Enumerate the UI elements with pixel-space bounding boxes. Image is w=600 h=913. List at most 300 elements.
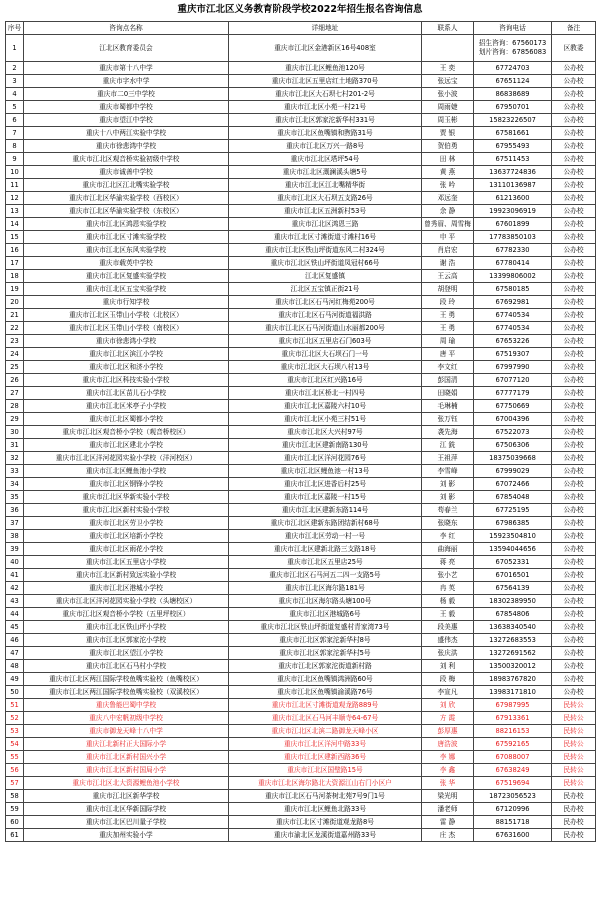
cell-address: 重庆市江北区石马河茶树北苑7号9门1号 bbox=[229, 790, 422, 803]
cell-address: 重庆市江北区江北嘴精华街 bbox=[229, 179, 422, 192]
cell-serial: 17 bbox=[6, 257, 24, 270]
cell-note: 公办校 bbox=[552, 491, 596, 504]
table-row bbox=[6, 452, 596, 465]
table-row bbox=[6, 426, 596, 439]
cell-serial: 40 bbox=[6, 556, 24, 569]
cell-serial: 15 bbox=[6, 231, 24, 244]
cell-note: 民办校 bbox=[552, 816, 596, 829]
table-row bbox=[6, 387, 596, 400]
table-row bbox=[6, 751, 596, 764]
cell-contact: 段美惠 bbox=[422, 621, 474, 634]
cell-contact: 冉 英 bbox=[422, 582, 474, 595]
cell-name: 重庆市江北区米亭子小学校 bbox=[24, 400, 229, 413]
cell-contact: 田晓娟 bbox=[422, 387, 474, 400]
cell-serial: 54 bbox=[6, 738, 24, 751]
cell-serial: 11 bbox=[6, 179, 24, 192]
table-row bbox=[6, 738, 596, 751]
cell-serial: 36 bbox=[6, 504, 24, 517]
table-row bbox=[6, 400, 596, 413]
cell-phone: 67072466 bbox=[474, 478, 552, 491]
cell-serial: 21 bbox=[6, 309, 24, 322]
table-row bbox=[6, 608, 596, 621]
cell-serial: 44 bbox=[6, 608, 24, 621]
cell-note: 公办校 bbox=[552, 530, 596, 543]
cell-contact: 杨 毅 bbox=[422, 595, 474, 608]
cell-name: 重庆市江北区劳卫小学校 bbox=[24, 517, 229, 530]
cell-note: 民转公 bbox=[552, 725, 596, 738]
cell-note: 公办校 bbox=[552, 140, 596, 153]
cell-address: 重庆市江北区大兴村97号 bbox=[229, 426, 422, 439]
cell-contact: 方 霞 bbox=[422, 712, 474, 725]
cell-contact: 张 吟 bbox=[422, 179, 474, 192]
cell-name: 重庆市江北区巴川量子学校 bbox=[24, 816, 229, 829]
cell-phone: 13594044656 bbox=[474, 543, 552, 556]
cell-note: 公办校 bbox=[552, 517, 596, 530]
cell-note: 公办校 bbox=[552, 361, 596, 374]
cell-contact: 李文红 bbox=[422, 361, 474, 374]
cell-address: 重庆市江北区寸滩街道观龙路8号 bbox=[229, 816, 422, 829]
cell-address: 重庆市江北区郭家沱街道新村路 bbox=[229, 660, 422, 673]
cell-note: 公办校 bbox=[552, 244, 596, 257]
table-row bbox=[6, 114, 596, 127]
table-row bbox=[6, 153, 596, 166]
cell-address: 重庆市江北区国璧路15号 bbox=[229, 764, 422, 777]
cell-phone: 67950701 bbox=[474, 101, 552, 114]
cell-serial: 26 bbox=[6, 374, 24, 387]
cell-serial: 13 bbox=[6, 205, 24, 218]
cell-name: 重庆市江北区五宝实验学校 bbox=[24, 283, 229, 296]
header-note: 备注 bbox=[552, 22, 596, 35]
cell-phone: 15823226507 bbox=[474, 114, 552, 127]
cell-contact: 张 华 bbox=[422, 777, 474, 790]
cell-note: 公办校 bbox=[552, 556, 596, 569]
cell-serial: 35 bbox=[6, 491, 24, 504]
table-row bbox=[6, 75, 596, 88]
cell-phone: 67016501 bbox=[474, 569, 552, 582]
cell-note: 公办校 bbox=[552, 166, 596, 179]
cell-serial: 53 bbox=[6, 725, 24, 738]
cell-contact: 唐浩波 bbox=[422, 738, 474, 751]
table-row bbox=[6, 764, 596, 777]
table-row bbox=[6, 413, 596, 426]
cell-serial: 30 bbox=[6, 426, 24, 439]
cell-phone: 19923096919 bbox=[474, 205, 552, 218]
cell-contact: 张小波 bbox=[422, 88, 474, 101]
table-row bbox=[6, 140, 596, 153]
cell-address: 重庆市江北区劳动一村一号 bbox=[229, 530, 422, 543]
cell-name: 重庆市江北区石马村小学校 bbox=[24, 660, 229, 673]
header-contact: 联系人 bbox=[422, 22, 474, 35]
cell-name: 重庆市第十八中学 bbox=[24, 62, 229, 75]
table-row bbox=[6, 296, 596, 309]
cell-contact: 张晓东 bbox=[422, 517, 474, 530]
cell-contact: 唐 平 bbox=[422, 348, 474, 361]
cell-address: 重庆市江北区万兴一路8号 bbox=[229, 140, 422, 153]
table-row bbox=[6, 517, 596, 530]
table-row bbox=[6, 205, 596, 218]
cell-phone: 18375039668 bbox=[474, 452, 552, 465]
cell-phone: 13110136987 bbox=[474, 179, 552, 192]
cell-name: 重庆市江北区华新实验小学校 bbox=[24, 491, 229, 504]
table-row bbox=[6, 257, 596, 270]
cell-serial: 55 bbox=[6, 751, 24, 764]
cell-note: 公办校 bbox=[552, 322, 596, 335]
cell-serial: 42 bbox=[6, 582, 24, 595]
cell-note: 公办校 bbox=[552, 218, 596, 231]
cell-serial: 60 bbox=[6, 816, 24, 829]
cell-address: 重庆市江北区郭家沱新华村5号 bbox=[229, 647, 422, 660]
cell-phone: 67750669 bbox=[474, 400, 552, 413]
cell-address: 重庆市江北区寸滩街道观龙路889号 bbox=[229, 699, 422, 712]
cell-phone: 67999029 bbox=[474, 465, 552, 478]
cell-address: 重庆市江北区港城路6号 bbox=[229, 608, 422, 621]
cell-note: 公办校 bbox=[552, 621, 596, 634]
cell-address: 重庆市江北区小苑一村21号 bbox=[229, 101, 422, 114]
cell-name: 重庆市望江中学校 bbox=[24, 114, 229, 127]
cell-note: 公办校 bbox=[552, 179, 596, 192]
cell-contact: 雷 静 bbox=[422, 816, 474, 829]
cell-name: 重庆市江北区华渝实验学校（东校区） bbox=[24, 205, 229, 218]
cell-name: 重庆市行知学校 bbox=[24, 296, 229, 309]
cell-serial: 59 bbox=[6, 803, 24, 816]
cell-contact: 张庆洪 bbox=[422, 647, 474, 660]
cell-name: 重庆市江北区新村国局小学 bbox=[24, 764, 229, 777]
cell-address: 重庆市江北区红兴路16号 bbox=[229, 374, 422, 387]
cell-name: 重庆市江北区观音桥小学校（五里坪校区） bbox=[24, 608, 229, 621]
cell-contact: 王 勇 bbox=[422, 309, 474, 322]
table-row bbox=[6, 803, 596, 816]
table-row bbox=[6, 569, 596, 582]
table-row bbox=[6, 101, 596, 114]
cell-serial: 46 bbox=[6, 634, 24, 647]
cell-contact: 蒋 亮 bbox=[422, 556, 474, 569]
phone-line: 划片咨询：67856083 bbox=[478, 48, 547, 56]
cell-serial: 47 bbox=[6, 647, 24, 660]
cell-contact: 胡登明 bbox=[422, 283, 474, 296]
cell-address: 重庆市江北区石马河丰顺寺64-67号 bbox=[229, 712, 422, 725]
table-row bbox=[6, 270, 596, 283]
cell-name: 重庆市江北区科技实验小学校 bbox=[24, 374, 229, 387]
cell-phone: 67780414 bbox=[474, 257, 552, 270]
cell-name: 重庆市江北区观音桥小学校（观音桥校区） bbox=[24, 426, 229, 439]
table-row bbox=[6, 582, 596, 595]
cell-contact: 王云高 bbox=[422, 270, 474, 283]
cell-phone: 18302389950 bbox=[474, 595, 552, 608]
cell-note: 公办校 bbox=[552, 127, 596, 140]
table-row bbox=[6, 192, 596, 205]
cell-name: 重庆市江北区新村致远实验小学校 bbox=[24, 569, 229, 582]
cell-name: 重庆市江北区蜀都小学校 bbox=[24, 413, 229, 426]
cell-name: 重庆江北新村正大国际小学 bbox=[24, 738, 229, 751]
cell-serial: 39 bbox=[6, 543, 24, 556]
cell-address: 重庆市江北区建新东路114号 bbox=[229, 504, 422, 517]
cell-serial: 34 bbox=[6, 478, 24, 491]
cell-note: 公办校 bbox=[552, 465, 596, 478]
cell-address: 重庆市江北区大石坝五支路26号 bbox=[229, 192, 422, 205]
cell-address: 重庆市江北区五里店石门603号 bbox=[229, 335, 422, 348]
cell-contact: 张远宝 bbox=[422, 75, 474, 88]
cell-note: 民转公 bbox=[552, 764, 596, 777]
cell-address: 重庆市江北区大石坝七村201-2号 bbox=[229, 88, 422, 101]
cell-phone: 67120996 bbox=[474, 803, 552, 816]
cell-contact: 王祖萍 bbox=[422, 452, 474, 465]
table-row bbox=[6, 829, 596, 842]
cell-contact: 刘 利 bbox=[422, 660, 474, 673]
cell-contact: 邓远奎 bbox=[422, 192, 474, 205]
cell-contact: 李宣凡 bbox=[422, 686, 474, 699]
cell-contact: 黄 燕 bbox=[422, 166, 474, 179]
cell-note: 公办校 bbox=[552, 647, 596, 660]
cell-address: 重庆市江北区郭家沱新华村331号 bbox=[229, 114, 422, 127]
cell-serial: 9 bbox=[6, 153, 24, 166]
cell-contact: 肖启宏 bbox=[422, 244, 474, 257]
cell-address: 重庆市江北区五洲新村53号 bbox=[229, 205, 422, 218]
cell-serial: 20 bbox=[6, 296, 24, 309]
cell-note: 公办校 bbox=[552, 309, 596, 322]
cell-serial: 25 bbox=[6, 361, 24, 374]
cell-note: 公办校 bbox=[552, 283, 596, 296]
cell-serial: 18 bbox=[6, 270, 24, 283]
cell-name: 重庆市江北区两江国际学校鱼嘴实验校（双溪校区） bbox=[24, 686, 229, 699]
table-row bbox=[6, 777, 596, 790]
cell-phone: 67592165 bbox=[474, 738, 552, 751]
cell-name: 重庆市江北区玉带山小学校（南校区） bbox=[24, 322, 229, 335]
cell-phone: 67725195 bbox=[474, 504, 552, 517]
cell-serial: 56 bbox=[6, 764, 24, 777]
cell-contact: 周雨婕 bbox=[422, 101, 474, 114]
cell-address: 重庆市江北区海尔路181号 bbox=[229, 582, 422, 595]
table-row bbox=[6, 62, 596, 75]
cell-address: 重庆市渝北区龙溪街道嘉州路33号 bbox=[229, 829, 422, 842]
cell-contact: 刘 欣 bbox=[422, 699, 474, 712]
cell-note: 公办校 bbox=[552, 75, 596, 88]
table-row bbox=[6, 686, 596, 699]
cell-address: 重庆市江北区铁山坪街道东风二村324号 bbox=[229, 244, 422, 257]
cell-name: 重庆八中宏帆初级中学校 bbox=[24, 712, 229, 725]
cell-contact: 王 毅 bbox=[422, 608, 474, 621]
cell-address: 重庆市江北区洋河花园76号 bbox=[229, 452, 422, 465]
cell-address: 重庆市江北区石马河街道福洪路 bbox=[229, 309, 422, 322]
phone-line: 招生咨询：67560173 bbox=[478, 39, 547, 47]
cell-contact: 李 娜 bbox=[422, 751, 474, 764]
cell-contact: 申 平 bbox=[422, 231, 474, 244]
table-row bbox=[6, 218, 596, 231]
cell-serial: 22 bbox=[6, 322, 24, 335]
cell-contact: 田 林 bbox=[422, 153, 474, 166]
table-row bbox=[6, 231, 596, 244]
cell-name: 重庆市江北区五里店小学校 bbox=[24, 556, 229, 569]
cell-note: 公办校 bbox=[552, 569, 596, 582]
table-row bbox=[6, 712, 596, 725]
cell-serial: 45 bbox=[6, 621, 24, 634]
cell-contact: 曲海丽 bbox=[422, 543, 474, 556]
cell-address: 重庆市江北区嘉陵六村10号 bbox=[229, 400, 422, 413]
table-row bbox=[6, 530, 596, 543]
cell-address: 江北区复盛镇 bbox=[229, 270, 422, 283]
cell-phone: 67631600 bbox=[474, 829, 552, 842]
cell-phone: 13399806002 bbox=[474, 270, 552, 283]
table-row bbox=[6, 374, 596, 387]
cell-note: 公办校 bbox=[552, 504, 596, 517]
cell-name: 重庆市江北区观音桥实验初级中学校 bbox=[24, 153, 229, 166]
cell-serial: 10 bbox=[6, 166, 24, 179]
cell-phone: 61213600 bbox=[474, 192, 552, 205]
cell-name: 重庆市江北区培新小学校 bbox=[24, 530, 229, 543]
cell-serial: 7 bbox=[6, 127, 24, 140]
table-row bbox=[6, 816, 596, 829]
cell-phone: 67955493 bbox=[474, 140, 552, 153]
cell-contact: 刘 影 bbox=[422, 478, 474, 491]
cell-name: 重庆加州实验小学 bbox=[24, 829, 229, 842]
cell-contact: 李 鑫 bbox=[422, 764, 474, 777]
document-title: 重庆市江北区义务教育阶段学校2022年招生报名咨询信息 bbox=[177, 4, 423, 15]
cell-address: 重庆市江北区铁山坪街道复盛村青家湾73号 bbox=[229, 621, 422, 634]
cell-phone: 67506306 bbox=[474, 439, 552, 452]
cell-contact: 江 銑 bbox=[422, 439, 474, 452]
cell-address: 重庆市江北区鲤鱼池120号 bbox=[229, 62, 422, 75]
cell-contact: 段 玲 bbox=[422, 296, 474, 309]
table-row bbox=[6, 283, 596, 296]
cell-contact: 周 瑜 bbox=[422, 335, 474, 348]
cell-address: 重庆市江北区石马河红梅苑200号 bbox=[229, 296, 422, 309]
cell-name: 重庆市江北区复盛实验学校 bbox=[24, 270, 229, 283]
cell-address: 重庆市江北区建新西路36号 bbox=[229, 751, 422, 764]
cell-name: 重庆市字水中学 bbox=[24, 75, 229, 88]
cell-address: 重庆市江北区溉澜溪头塘5号 bbox=[229, 166, 422, 179]
cell-name: 重庆市徐悲鸿中学校 bbox=[24, 140, 229, 153]
cell-serial: 12 bbox=[6, 192, 24, 205]
cell-note: 公办校 bbox=[552, 608, 596, 621]
cell-note: 民转公 bbox=[552, 699, 596, 712]
cell-phone: 67004396 bbox=[474, 413, 552, 426]
cell-address: 重庆市江北区建新北路三支路18号 bbox=[229, 543, 422, 556]
cell-name: 重庆市江北区雨花小学校 bbox=[24, 543, 229, 556]
cell-serial: 2 bbox=[6, 62, 24, 75]
table-row bbox=[6, 244, 596, 257]
cell-name: 重庆市江北区新村实验小学校 bbox=[24, 504, 229, 517]
cell-phone: 67724703 bbox=[474, 62, 552, 75]
cell-contact: 贺伯勇 bbox=[422, 140, 474, 153]
cell-phone: 67653226 bbox=[474, 335, 552, 348]
cell-contact: 李 红 bbox=[422, 530, 474, 543]
header-name: 咨询点名称 bbox=[24, 22, 229, 35]
cell-address: 重庆市江北区鱼嘴镇鸿洲路60号 bbox=[229, 673, 422, 686]
cell-note: 公办校 bbox=[552, 270, 596, 283]
cell-serial: 6 bbox=[6, 114, 24, 127]
cell-name: 江北区教育委员会 bbox=[24, 35, 229, 62]
cell-name: 重庆市江北区鸿恩实验学校 bbox=[24, 218, 229, 231]
cell-note: 公办校 bbox=[552, 400, 596, 413]
cell-name: 重庆市御龙天峰十八中学 bbox=[24, 725, 229, 738]
table-row bbox=[6, 335, 596, 348]
cell-serial: 1 bbox=[6, 35, 24, 62]
cell-note: 民转公 bbox=[552, 777, 596, 790]
cell-serial: 33 bbox=[6, 465, 24, 478]
cell-phone: 13272691562 bbox=[474, 647, 552, 660]
cell-phone: 17783850103 bbox=[474, 231, 552, 244]
cell-name: 重庆市江北区铁山坪小学校 bbox=[24, 621, 229, 634]
table-row bbox=[6, 543, 596, 556]
header-phone: 咨询电话 bbox=[474, 22, 552, 35]
cell-phone: 15923504810 bbox=[474, 530, 552, 543]
cell-note: 公办校 bbox=[552, 153, 596, 166]
cell-note: 公办校 bbox=[552, 478, 596, 491]
cell-name: 重庆十八中两江实验中学校 bbox=[24, 127, 229, 140]
cell-address: 重庆市江北区铁山坪街道凤冠村66号 bbox=[229, 257, 422, 270]
cell-note: 公办校 bbox=[552, 439, 596, 452]
cell-contact: 谢 浩 bbox=[422, 257, 474, 270]
table-row bbox=[6, 179, 596, 192]
cell-address: 重庆市江北区五里店25号 bbox=[229, 556, 422, 569]
cell-phone: 67782330 bbox=[474, 244, 552, 257]
table-row bbox=[6, 309, 596, 322]
table-row bbox=[6, 595, 596, 608]
cell-phone: 67987995 bbox=[474, 699, 552, 712]
cell-name: 重庆市江北区新华学校 bbox=[24, 790, 229, 803]
cell-serial: 32 bbox=[6, 452, 24, 465]
cell-address: 重庆市江北区鱼嘴镇渝溪路76号 bbox=[229, 686, 422, 699]
cell-address: 重庆市江北区五里店红土地路370号 bbox=[229, 75, 422, 88]
cell-contact: 盛伟杰 bbox=[422, 634, 474, 647]
table-row bbox=[6, 725, 596, 738]
cell-address: 重庆市江北区海尔路北大资源江山右门小区户 bbox=[229, 777, 422, 790]
cell-name: 重庆市江北区望江小学校 bbox=[24, 647, 229, 660]
cell-serial: 31 bbox=[6, 439, 24, 452]
cell-address: 重庆市江北区寸滩街道寸滩村16号 bbox=[229, 231, 422, 244]
cell-note: 公办校 bbox=[552, 62, 596, 75]
cell-note: 公办校 bbox=[552, 686, 596, 699]
cell-phone: 67638249 bbox=[474, 764, 552, 777]
cell-phone: 67077120 bbox=[474, 374, 552, 387]
table-row bbox=[6, 35, 596, 62]
cell-note: 公办校 bbox=[552, 413, 596, 426]
table-row bbox=[6, 439, 596, 452]
cell-note: 公办校 bbox=[552, 88, 596, 101]
cell-contact: 周玉彬 bbox=[422, 114, 474, 127]
cell-note: 民办校 bbox=[552, 829, 596, 842]
cell-contact: 袭先海 bbox=[422, 426, 474, 439]
cell-contact: 张万钰 bbox=[422, 413, 474, 426]
cell-address: 重庆市江北区鲤鱼北路33号 bbox=[229, 803, 422, 816]
cell-phone: 67564139 bbox=[474, 582, 552, 595]
cell-name: 重庆市江北区郭家沱小学校 bbox=[24, 634, 229, 647]
cell-phone: 67519694 bbox=[474, 777, 552, 790]
table-row bbox=[6, 127, 596, 140]
cell-serial: 50 bbox=[6, 686, 24, 699]
cell-phone: 67511453 bbox=[474, 153, 552, 166]
cell-name: 重庆市江北区港城小学校 bbox=[24, 582, 229, 595]
cell-serial: 38 bbox=[6, 530, 24, 543]
cell-name: 重庆市江北区华新国际学校 bbox=[24, 803, 229, 816]
cell-address: 重庆市江北区石马河街道山水丽都200号 bbox=[229, 322, 422, 335]
cell-name: 重庆市江北区和济小学校 bbox=[24, 361, 229, 374]
cell-note: 公办校 bbox=[552, 101, 596, 114]
cell-phone: 88216153 bbox=[474, 725, 552, 738]
cell-name: 重庆鲁能巴蜀中学校 bbox=[24, 699, 229, 712]
cell-name: 重庆市江北区鲤鱼池小学校 bbox=[24, 465, 229, 478]
cell-contact: 毛琳楠 bbox=[422, 400, 474, 413]
cell-address: 重庆市江北区海尔路头塘100号 bbox=[229, 595, 422, 608]
cell-phone: 13638340540 bbox=[474, 621, 552, 634]
cell-phone: 67854048 bbox=[474, 491, 552, 504]
table-row bbox=[6, 491, 596, 504]
cell-phone: 67088007 bbox=[474, 751, 552, 764]
cell-serial: 14 bbox=[6, 218, 24, 231]
cell-contact: 潘老师 bbox=[422, 803, 474, 816]
cell-phone: 67986385 bbox=[474, 517, 552, 530]
cell-note: 民转公 bbox=[552, 751, 596, 764]
cell-note: 民办校 bbox=[552, 790, 596, 803]
